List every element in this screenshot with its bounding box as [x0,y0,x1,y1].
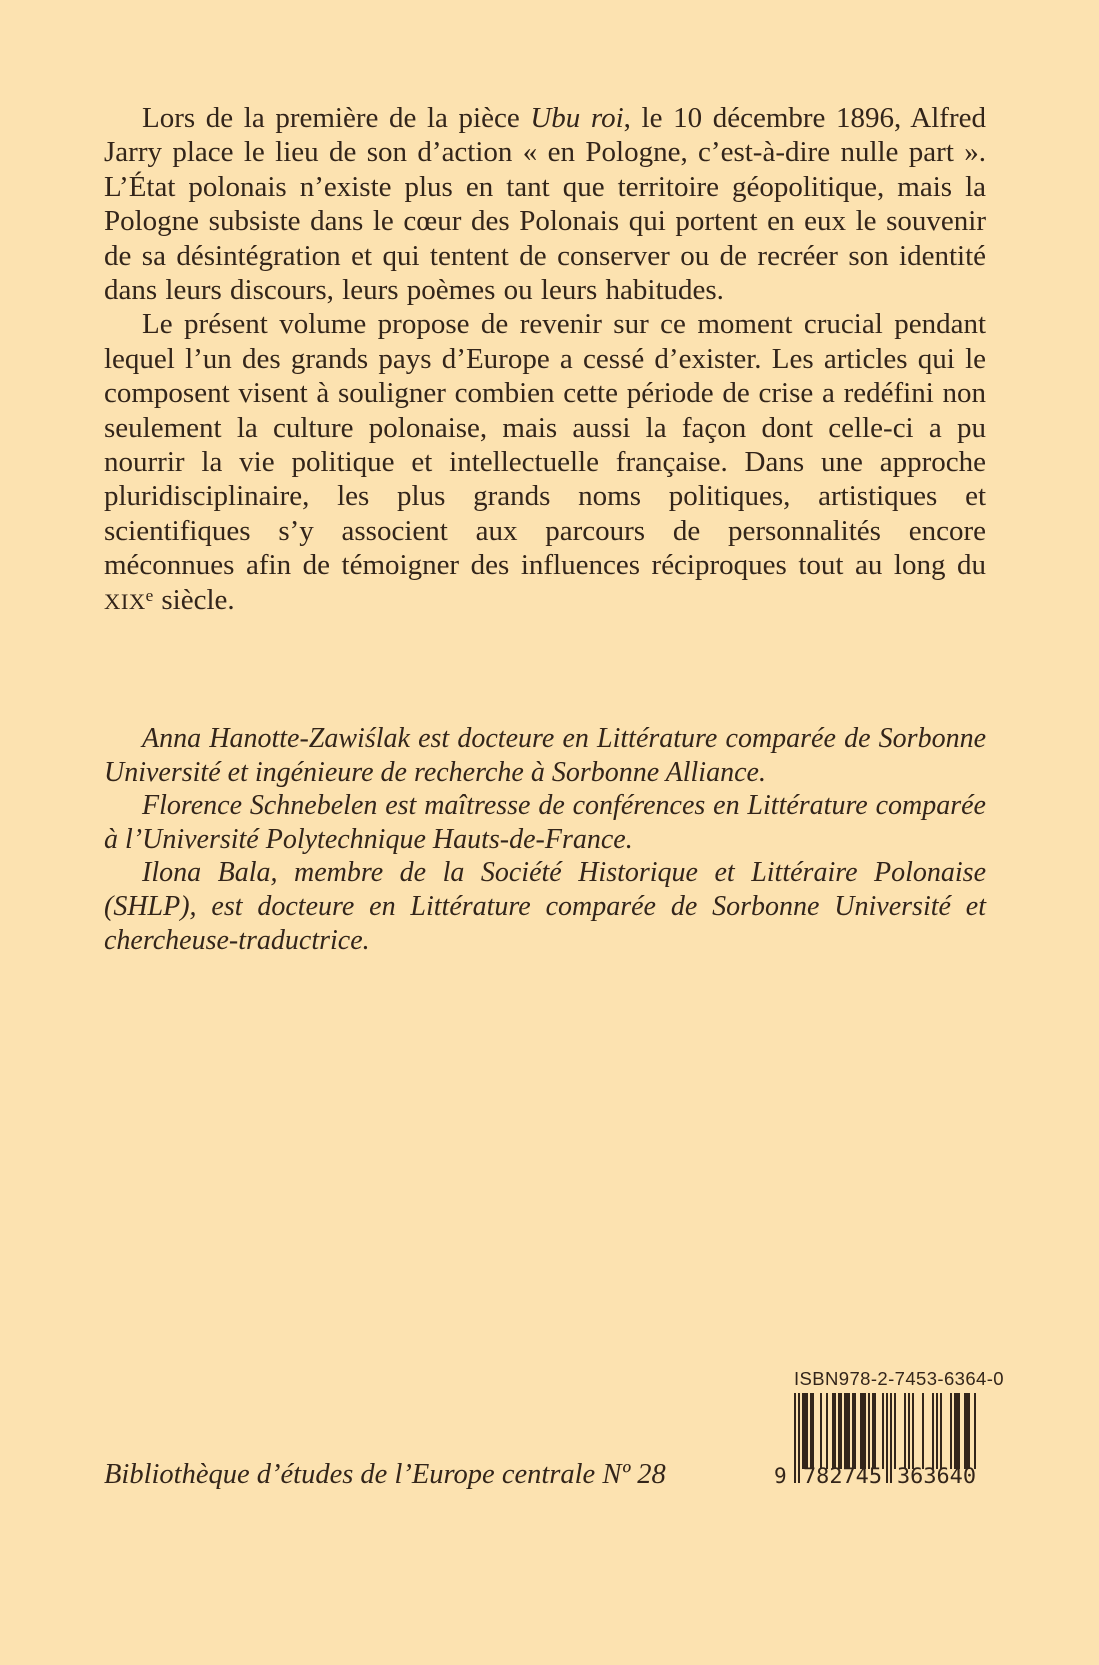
series-title: Bibliothèque d’études de l’Europe centrale Nº 28 [104,1459,666,1490]
synopsis [104,101,986,619]
author-bios [104,722,986,957]
ean13-barcode-icon [770,1393,986,1485]
synopsis-paragraph-2: Le présent volume propose de revenir sur ce moment crucial pendant lequel l’un des grands pays d’Europe a cessé d’exister. Les articles qui le composent visent à souligner combien cette période de crise a redéfini non seulement la culture polonaise, mais aussi la façon dont celle-ci a pu nourrir la vie politique et intellectuelle française. Dans une approche pluridisciplinaire, les plus grands noms politiques, artistiques et scientifiques s’y associent aux parcours de personnalités encore méconnues afin de témoigner des influences réciproques tout au long du XIXᵉ siècle. [104,308,986,616]
synopsis-paragraph-1: Lors de la première de la pièce Ubu roi, le 10 décembre 1896, Alfred Jarry place le lieu de son d’action « en Pologne, c’est-à-dire nulle part ». L’État polonais n’existe plus en tant que territoire géopolitique, mais la Pologne subsiste dans le cœur des Polonais qui portent en eux le souvenir de sa désintégration et qui tentent de conserver ou de recréer son identité dans leurs discours, leurs poèmes ou leurs habitudes. [104,102,986,307]
svg-text:363640: 363640 [897,1464,976,1485]
isbn-label: ISBN [794,1368,839,1389]
svg-text:9: 9 [774,1464,787,1485]
bio-florence-schnebelen: Florence Schnebelen est maîtresse de conférences en Littérature comparée à l’Université Polytechnique Hauts-de-France. [104,790,986,855]
isbn-number: 978-2-7453-6364-0 [838,1368,1004,1389]
isbn-block [770,1368,1004,1485]
isbn-line [794,1368,1004,1390]
bio-anna-hanotte-zawislak: Anna Hanotte-Zawiślak est docteure en Littérature comparée de Sorbonne Université et ingénieure de recherche à Sorbonne Alliance. [104,723,986,788]
svg-text:782745: 782745 [803,1464,882,1485]
bio-ilona-bala: Ilona Bala, membre de la Société Historique et Littéraire Polonaise (SHLP), est docteure en Littérature comparée de Sorbonne Université et chercheuse-traductrice. [104,857,986,956]
